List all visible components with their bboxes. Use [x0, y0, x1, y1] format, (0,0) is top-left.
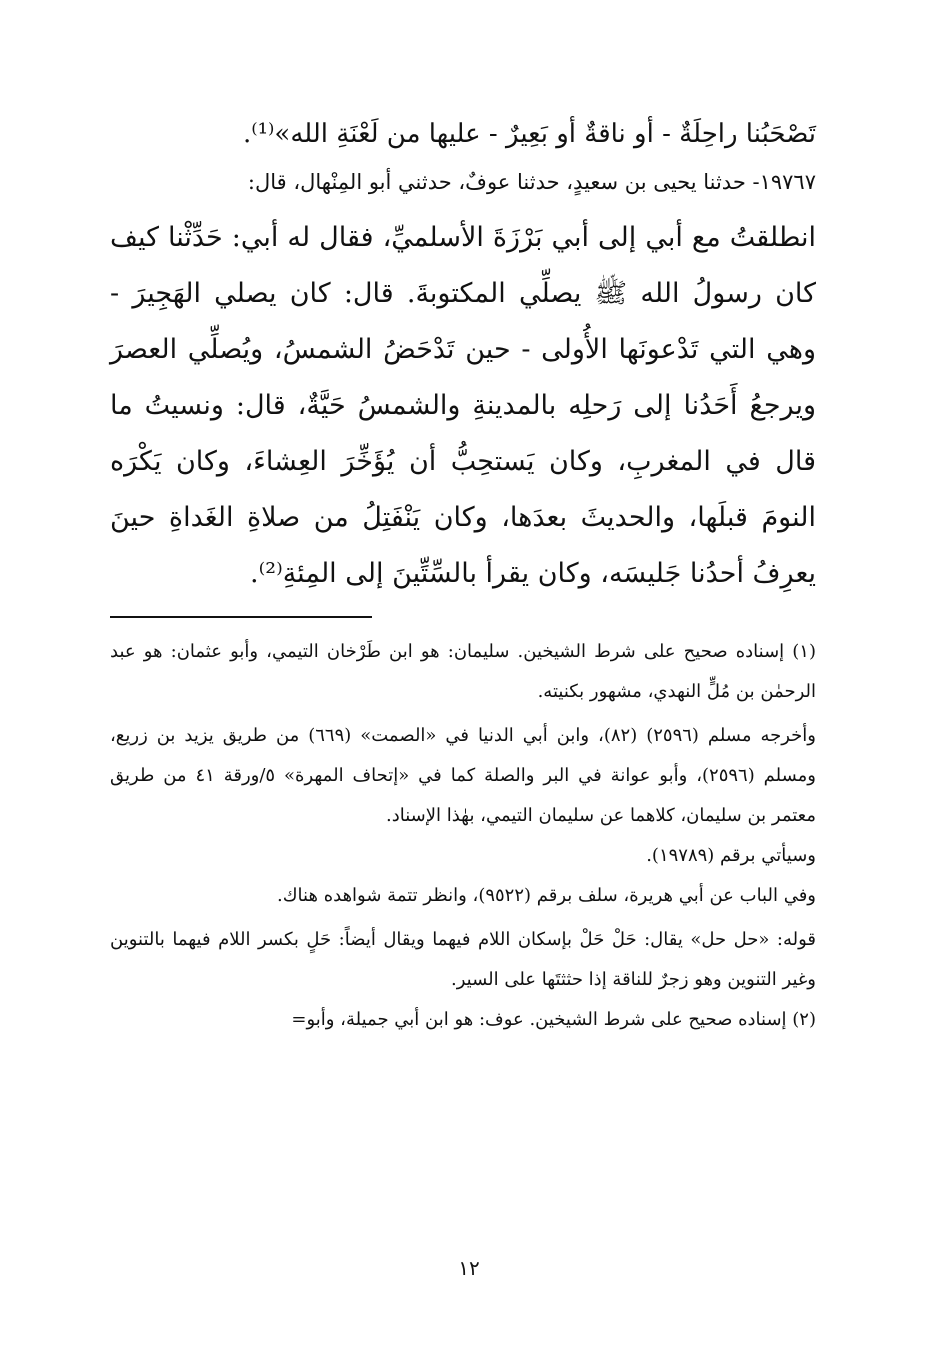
footnote-separator	[110, 616, 372, 618]
page-body	[110, 110, 816, 1040]
previous-hadith-ending: تَصْحَبُنا راحِلَةٌ - أو ناقةٌ أو بَعِيرٌ - عليها من لَعْنَةِ الله»⁽¹⁾.	[242, 119, 816, 149]
footnote-1-takhrij: وأخرجه مسلم (٢٥٩٦) (٨٢)، وابن أبي الدنيا في «الصمت» (٦٦٩) من طريق يزيد بن زريع، ومسلم (٢٥٩٦)، وأبو عوانة في البر والصلة كما في «إتحاف المهرة» ٥/ورقة ٤١ من طريق معتمر بن سليمان، كلاهما عن سليمان التيمي، بهٰذا الإسناد.	[110, 725, 816, 826]
main-text	[110, 110, 816, 602]
footnote-1-isnad: (١) إسناده صحيح على شرط الشيخين. سليمان: هو ابن طَرْخان التيمي، وأبو عثمان: هو عبد الرحمٰن بن مُلٍّ النهدي، مشهور بكنيته.	[110, 641, 816, 702]
footnote-2: (٢) إسناده صحيح على شرط الشيخين. عوف: هو ابن أبي جميلة، وأبو=	[291, 1009, 816, 1030]
footnotes	[110, 632, 816, 1040]
hadith-chain-heading: ١٩٧٦٧- حدثنا يحيى بن سعيدٍ، حدثنا عوفٌ، حدثني أبو المِنْهال، قال:	[247, 170, 816, 194]
footnote-1-shawahid: وفي الباب عن أبي هريرة، سلف برقم (٩٥٢٢)، وانظر تتمة شواهده هناك.	[277, 885, 816, 906]
footnote-1-gloss: قوله: «حل حل» يقال: حَلْ حَلْ بإسكان اللام فيهما ويقال أيضاً: حَلٍ بكسر اللام فيهما بالتنوين وغير التنوين وهو زجرٌ للناقة إذا حثثتَها على السير.	[110, 929, 816, 990]
page-number: ١٢	[458, 1256, 480, 1280]
hadith-body: انطلقتُ مع أبي إلى أبي بَرْزَةَ الأسلميِّ، فقال له أبي: حَدِّثْنا كيف كان رسولُ الله ﷺ يصلِّي المكتوبةَ. قال: كان يصلي الهَجِيرَ - وهي التي تَدْعونَها الأُولى - حين تَدْحَضُ الشمسُ، ويُصلِّي العصرَ ويرجعُ أَحَدُنا إلى رَحلِه بالمدينةِ والشمسُ حَيَّةٌ، قال: ونسيتُ ما قال في المغربِ، وكان يَستحِبُّ أن يُؤَخِّرَ العِشاءَ، وكان يَكْرَه النومَ قبلَها، والحديثَ بعدَها، وكان يَنْفَتِلُ من صلاةِ الغَداةِ حينَ يعرِفُ أحدُنا جَليسَه، وكان يقرأ بالسِّتِّينَ إلى المِئةِ⁽²⁾.	[110, 222, 816, 589]
footnote-1-cross-ref: وسيأتي برقم (١٩٧٨٩).	[646, 845, 816, 866]
